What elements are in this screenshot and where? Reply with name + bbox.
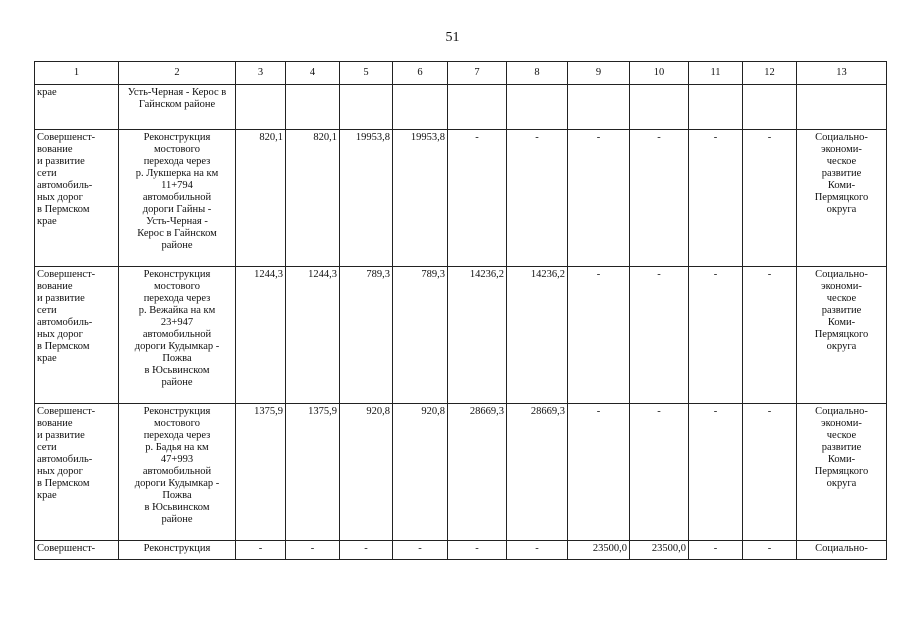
column-header: 10 xyxy=(630,62,689,85)
table-cell: - xyxy=(743,130,797,267)
table-cell: 23500,0 xyxy=(630,541,689,560)
table-cell: - xyxy=(340,541,393,560)
table-row xyxy=(35,541,887,560)
table-cell xyxy=(797,85,887,130)
table-cell: 28669,3 xyxy=(507,404,568,541)
table-row xyxy=(35,130,887,267)
table-cell: - xyxy=(393,541,448,560)
table-cell: Совершенст- вование и развитие сети автомобиль- ных дорог в Пермском крае xyxy=(35,404,119,541)
table-cell: 920,8 xyxy=(393,404,448,541)
table-cell: - xyxy=(630,404,689,541)
table-cell: 1375,9 xyxy=(286,404,340,541)
table-cell: Реконструкция мостового перехода через р. Лукшерка на км 11+794 автомобильной дороги Гайны - Усть-Черная - Керос в Гайнском районе xyxy=(119,130,236,267)
table-cell xyxy=(630,85,689,130)
table-cell: Совершенст- вование и развитие сети автомобиль- ных дорог в Пермском крае xyxy=(35,267,119,404)
table-cell: - xyxy=(743,267,797,404)
table-cell: Реконструкция мостового перехода через р. Вежайка на км 23+947 автомобильной дороги Кудымкар - Пожва в Юсьвинском районе xyxy=(119,267,236,404)
table-cell: - xyxy=(448,541,507,560)
table-cell: Совершенст- вование и развитие сети автомобиль- ных дорог в Пермском крае xyxy=(35,130,119,267)
table-cell: 19953,8 xyxy=(340,130,393,267)
table-cell xyxy=(286,85,340,130)
table-cell xyxy=(743,85,797,130)
table-cell: 1244,3 xyxy=(286,267,340,404)
table-cell: - xyxy=(236,541,286,560)
table-cell: 789,3 xyxy=(340,267,393,404)
table-cell: Социально- экономи- ческое развитие Коми- Пермяцкого округа xyxy=(797,130,887,267)
table-cell: Реконструкция xyxy=(119,541,236,560)
table-cell: 820,1 xyxy=(236,130,286,267)
table-cell: 28669,3 xyxy=(448,404,507,541)
table-row xyxy=(35,404,887,541)
table-cell: 14236,2 xyxy=(448,267,507,404)
table-cell: - xyxy=(630,130,689,267)
table-cell: - xyxy=(743,404,797,541)
table-cell: - xyxy=(689,404,743,541)
column-header: 13 xyxy=(797,62,887,85)
table-cell: - xyxy=(689,541,743,560)
table-cell: Социально- xyxy=(797,541,887,560)
table-cell: - xyxy=(568,404,630,541)
column-header: 2 xyxy=(119,62,236,85)
column-header: 1 xyxy=(35,62,119,85)
table-cell: 920,8 xyxy=(340,404,393,541)
table-cell: Социально- экономи- ческое развитие Коми- Пермяцкого округа xyxy=(797,267,887,404)
header-row xyxy=(35,62,887,85)
table-cell: - xyxy=(568,267,630,404)
table-cell: Реконструкция мостового перехода через р. Бадья на км 47+993 автомобильной дороги Кудымкар - Пожва в Юсьвинском районе xyxy=(119,404,236,541)
column-header: 12 xyxy=(743,62,797,85)
table-cell: - xyxy=(507,130,568,267)
table-cell: - xyxy=(689,130,743,267)
table-cell: - xyxy=(568,130,630,267)
column-header: 4 xyxy=(286,62,340,85)
table-cell: - xyxy=(286,541,340,560)
table-cell xyxy=(689,85,743,130)
column-header: 7 xyxy=(448,62,507,85)
data-table xyxy=(34,61,887,560)
table-cell: 820,1 xyxy=(286,130,340,267)
page-number: 51 xyxy=(445,30,460,45)
table-cell: - xyxy=(743,541,797,560)
table-cell: 1375,9 xyxy=(236,404,286,541)
column-header: 3 xyxy=(236,62,286,85)
table-row xyxy=(35,85,887,130)
table-cell: Социально- экономи- ческое развитие Коми- Пермяцкого округа xyxy=(797,404,887,541)
table-cell: 14236,2 xyxy=(507,267,568,404)
table-cell: 23500,0 xyxy=(568,541,630,560)
table-cell: Усть-Черная - Керос в Гайнском районе xyxy=(119,85,236,130)
table-cell xyxy=(393,85,448,130)
column-header: 11 xyxy=(689,62,743,85)
table-cell: 19953,8 xyxy=(393,130,448,267)
column-header: 9 xyxy=(568,62,630,85)
table-cell xyxy=(340,85,393,130)
table-cell: - xyxy=(507,541,568,560)
table-cell: Совершенст- xyxy=(35,541,119,560)
table-cell: 789,3 xyxy=(393,267,448,404)
column-header: 6 xyxy=(393,62,448,85)
table-cell xyxy=(448,85,507,130)
table-cell: крае xyxy=(35,85,119,130)
table-cell: - xyxy=(689,267,743,404)
table-cell xyxy=(507,85,568,130)
table-cell: - xyxy=(630,267,689,404)
table-cell: 1244,3 xyxy=(236,267,286,404)
table-cell: - xyxy=(448,130,507,267)
column-header: 5 xyxy=(340,62,393,85)
table-cell xyxy=(568,85,630,130)
table-row xyxy=(35,267,887,404)
table-cell xyxy=(236,85,286,130)
column-header: 8 xyxy=(507,62,568,85)
